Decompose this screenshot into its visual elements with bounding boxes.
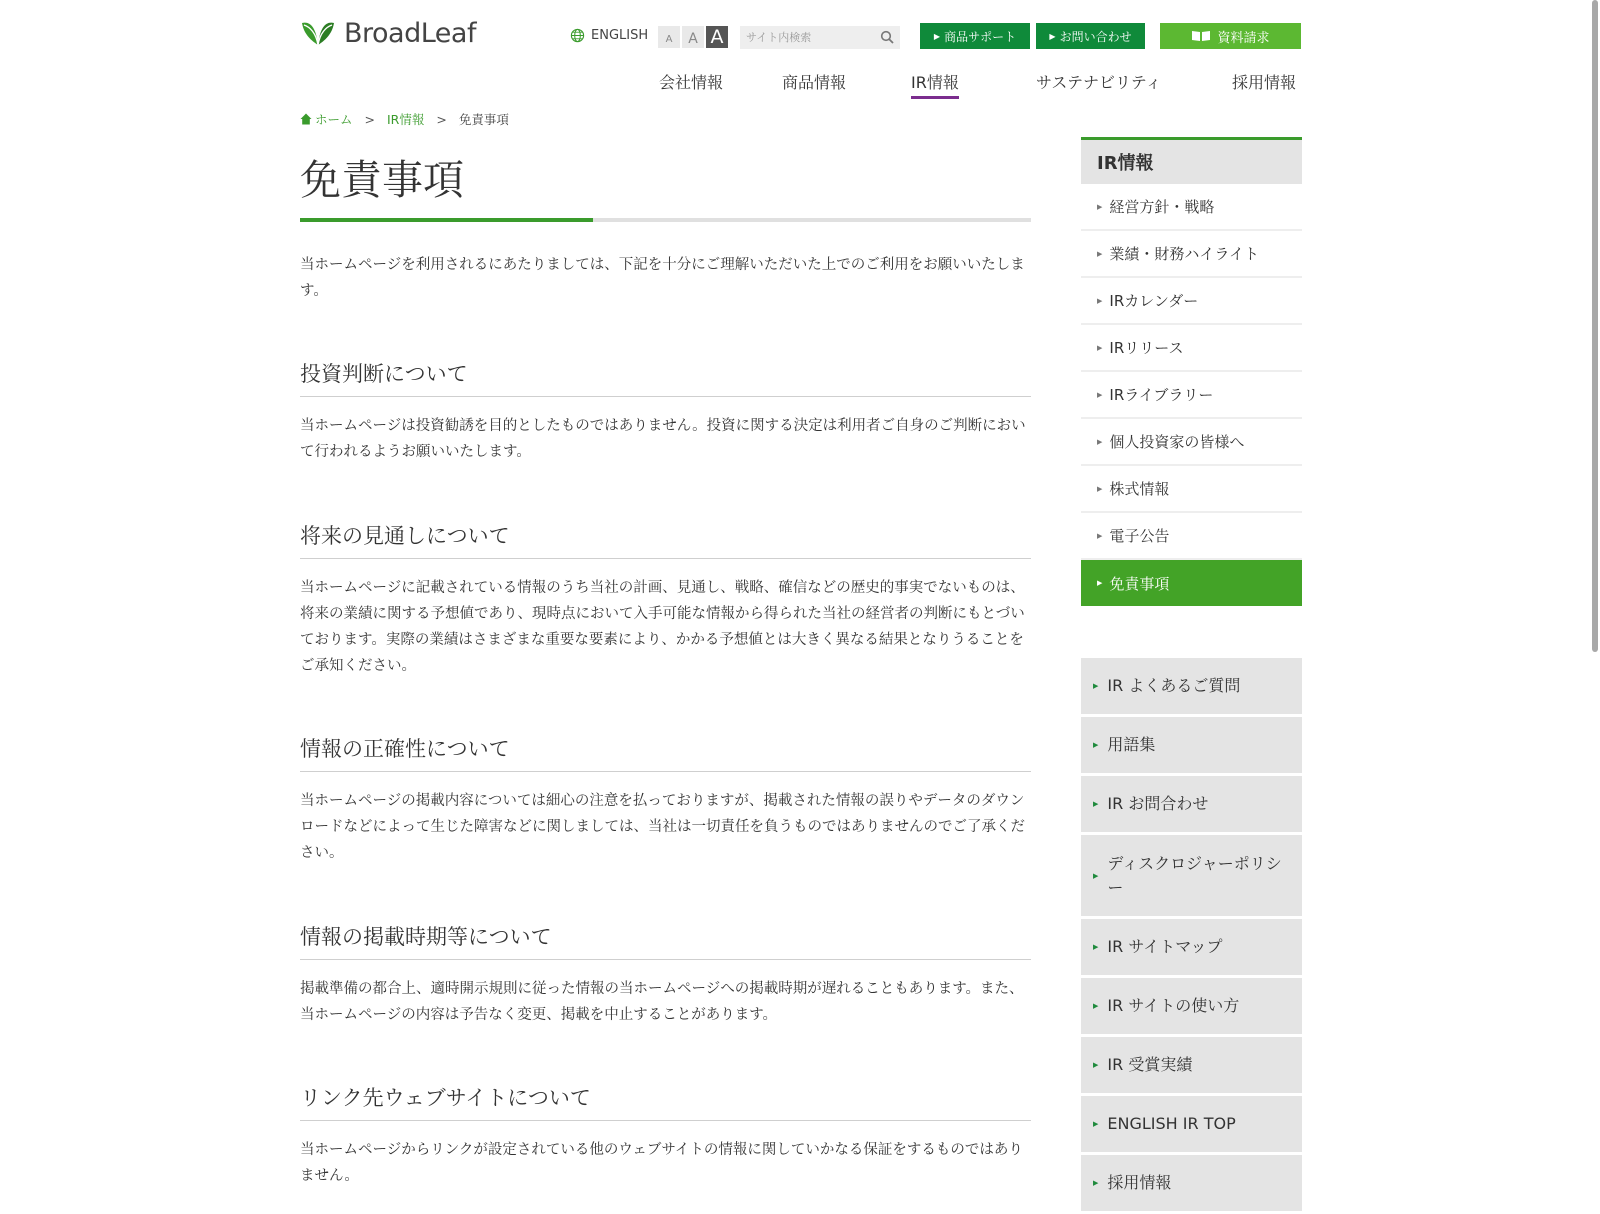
side-link-site-usage[interactable] xyxy=(1081,978,1302,1034)
caret-right-icon: ▶ xyxy=(1093,943,1099,951)
breadcrumb-current: 免責事項 xyxy=(458,112,509,127)
side-nav-item-strategy[interactable] xyxy=(1081,184,1302,231)
side-link-label: ディスクロジャーポリシー xyxy=(1107,853,1282,897)
ir-side-nav xyxy=(1081,137,1302,606)
search-icon[interactable] xyxy=(880,30,894,44)
contact-label: お問い合わせ xyxy=(1059,29,1132,44)
section-body: 当ホームページは投資勧誘を目的としたものではありません。投資に関する決定は利用者ご自身のご判断において行われるようお願いいたします。 xyxy=(300,418,1026,460)
logo-text: BroadLeaf xyxy=(344,18,476,49)
product-support-button[interactable] xyxy=(920,23,1030,49)
side-link-label: 用語集 xyxy=(1107,735,1156,754)
search-input[interactable] xyxy=(740,31,871,44)
side-link-sitemap[interactable] xyxy=(1081,919,1302,975)
side-link-label: IR よくあるご質問 xyxy=(1107,676,1241,695)
section-heading: 将来の見通しについて xyxy=(300,520,1031,559)
side-nav-item-label: 個人投資家の皆様へ xyxy=(1109,433,1245,451)
global-nav-sustainability[interactable]: サステナビリティ xyxy=(1036,73,1162,92)
side-nav-item-individual[interactable] xyxy=(1081,419,1302,466)
side-link-glossary[interactable] xyxy=(1081,717,1302,773)
side-nav-item-public-notice[interactable] xyxy=(1081,513,1302,560)
side-link-label: IR サイトマップ xyxy=(1107,937,1223,956)
global-nav-recruit[interactable]: 採用情報 xyxy=(1232,73,1297,92)
caret-right-icon: ▶ xyxy=(1097,343,1103,352)
side-nav-item-label: IRライブラリー xyxy=(1109,386,1214,404)
side-link-label: 採用情報 xyxy=(1107,1173,1172,1192)
caret-right-icon: ▶ xyxy=(1093,741,1099,749)
section-links xyxy=(300,1082,1031,1189)
side-nav-item-label: 電子公告 xyxy=(1109,527,1170,545)
title-underline xyxy=(300,218,1031,222)
side-nav-item-label: IRカレンダー xyxy=(1109,292,1199,310)
font-size-large-button[interactable]: A xyxy=(706,26,728,48)
chevron-right-icon: ▶ xyxy=(933,31,941,41)
side-link-ir-contact[interactable] xyxy=(1081,776,1302,832)
side-nav-item-stock[interactable] xyxy=(1081,466,1302,513)
side-link-awards[interactable] xyxy=(1081,1037,1302,1093)
caret-right-icon: ▶ xyxy=(1097,390,1103,399)
caret-right-icon: ▶ xyxy=(1097,531,1103,540)
font-size-small-button[interactable]: A xyxy=(658,26,680,48)
side-nav-item-label: 経営方針・戦略 xyxy=(1109,198,1215,216)
side-link-disclosure-policy[interactable] xyxy=(1081,835,1302,916)
side-link-label: IR サイトの使い方 xyxy=(1107,996,1240,1015)
caret-right-icon: ▶ xyxy=(1093,871,1099,880)
caret-right-icon: ▶ xyxy=(1093,1179,1099,1187)
section-body: 当ホームページに記載されている情報のうち当社の計画、見通し、戦略、確信などの歴史的事実でないものは、将来の業績に関する予想値であり、現時点において入手可能な情報から得られた当社の経営者の判断にもとづいております。実際の業績はさまざまな重要な要素により、かかる予想値とは大きく異なる結果となりうることをご承知ください。 xyxy=(300,580,1025,674)
side-nav-item-financial[interactable] xyxy=(1081,231,1302,278)
section-investment xyxy=(300,358,1031,465)
section-body: 掲載準備の都合上、適時開示規則に従った情報の当ホームページへの掲載時期が遅れることもあります。また、当ホームページの内容は予告なく変更、掲載を中止することがあります。 xyxy=(300,981,1024,1023)
side-nav-item-library[interactable] xyxy=(1081,372,1302,419)
site-search xyxy=(740,26,900,49)
caret-right-icon: ▶ xyxy=(1097,296,1103,305)
globe-icon xyxy=(570,28,585,43)
side-nav-item-label: 免責事項 xyxy=(1109,574,1170,593)
side-link-faq[interactable] xyxy=(1081,658,1302,714)
section-body: 当ホームページの掲載内容については細心の注意を払っておりますが、掲載された情報の誤りやデータのダウンロードなどによって生じた障害などに関しましては、当社は一切責任を負うものではありませんのでご了承ください。 xyxy=(300,793,1025,861)
breadcrumb-separator: > xyxy=(364,111,375,127)
caret-right-icon: ▶ xyxy=(1097,202,1103,211)
global-nav-ir[interactable]: IR情報 xyxy=(911,70,959,93)
intro-text: 当ホームページを利用されるにあたりましては、下記を十分にご理解いただいた上でのご利用をお願いいたします。 xyxy=(300,257,1025,299)
scrollbar-thumb[interactable] xyxy=(1592,0,1598,652)
language-label: ENGLISH xyxy=(591,28,649,43)
section-heading: 投資判断について xyxy=(300,358,1031,397)
breadcrumb-ir-link[interactable]: IR情報 xyxy=(387,112,425,127)
global-nav xyxy=(0,70,1600,100)
book-icon xyxy=(1191,30,1211,42)
font-size-medium-button[interactable]: A xyxy=(682,26,704,48)
caret-right-icon: ▶ xyxy=(1097,437,1103,446)
caret-right-icon: ▶ xyxy=(1093,682,1099,690)
side-link-label: IR お問合わせ xyxy=(1107,794,1209,813)
caret-right-icon: ▶ xyxy=(1093,1061,1099,1069)
caret-right-icon: ▶ xyxy=(1097,484,1103,493)
caret-right-icon: ▶ xyxy=(1093,1120,1099,1128)
side-link-label: ENGLISH IR TOP xyxy=(1107,1114,1236,1133)
leaf-logo-icon xyxy=(300,19,336,49)
chevron-right-icon: ▶ xyxy=(1049,31,1056,41)
side-nav-item-label: 株式情報 xyxy=(1109,480,1170,498)
section-heading: 情報の掲載時期等について xyxy=(300,921,1031,960)
global-nav-products[interactable]: 商品情報 xyxy=(782,73,847,92)
language-link[interactable] xyxy=(570,28,648,43)
main-content xyxy=(300,150,1031,1189)
side-nav-item-label: 業績・財務ハイライト xyxy=(1109,245,1259,263)
contact-button[interactable] xyxy=(1036,23,1145,49)
breadcrumb-home-link[interactable]: ホーム xyxy=(315,112,353,127)
caret-right-icon: ▶ xyxy=(1097,249,1103,258)
caret-right-icon: ▶ xyxy=(1093,1002,1099,1010)
request-documents-button[interactable] xyxy=(1160,23,1301,49)
section-heading: 情報の正確性について xyxy=(300,733,1031,772)
side-nav-item-label: IRリリース xyxy=(1109,339,1184,357)
request-documents-label: 資料請求 xyxy=(1217,30,1270,46)
section-timing xyxy=(300,921,1031,1028)
caret-right-icon: ▶ xyxy=(1093,800,1099,808)
page-scrollbar[interactable] xyxy=(1590,0,1600,1200)
side-nav-item-disclaimer[interactable] xyxy=(1081,560,1302,606)
side-nav-heading[interactable]: IR情報 xyxy=(1081,137,1302,184)
side-nav-item-releases[interactable] xyxy=(1081,325,1302,372)
site-logo[interactable] xyxy=(300,18,476,49)
global-nav-company[interactable]: 会社情報 xyxy=(659,73,724,92)
home-icon xyxy=(300,113,312,125)
section-heading: リンク先ウェブサイトについて xyxy=(300,1082,1031,1121)
side-link-recruit[interactable] xyxy=(1081,1155,1302,1211)
section-accuracy xyxy=(300,733,1031,866)
product-support-label: 商品サポート xyxy=(944,29,1017,44)
page-title: 免責事項 xyxy=(300,156,464,204)
breadcrumb-separator: > xyxy=(436,111,447,127)
section-body: 当ホームページからリンクが設定されている他のウェブサイトの情報に関していかなる保証をするものではありません。 xyxy=(300,1142,1023,1184)
side-nav-item-calendar[interactable] xyxy=(1081,278,1302,325)
caret-right-icon: ▶ xyxy=(1097,579,1103,587)
font-size-switcher xyxy=(658,26,728,48)
breadcrumb xyxy=(300,110,509,128)
side-link-english-ir[interactable] xyxy=(1081,1096,1302,1152)
section-forecast xyxy=(300,520,1031,679)
side-link-label: IR 受賞実績 xyxy=(1107,1055,1193,1074)
ir-side-links xyxy=(1081,658,1302,1214)
